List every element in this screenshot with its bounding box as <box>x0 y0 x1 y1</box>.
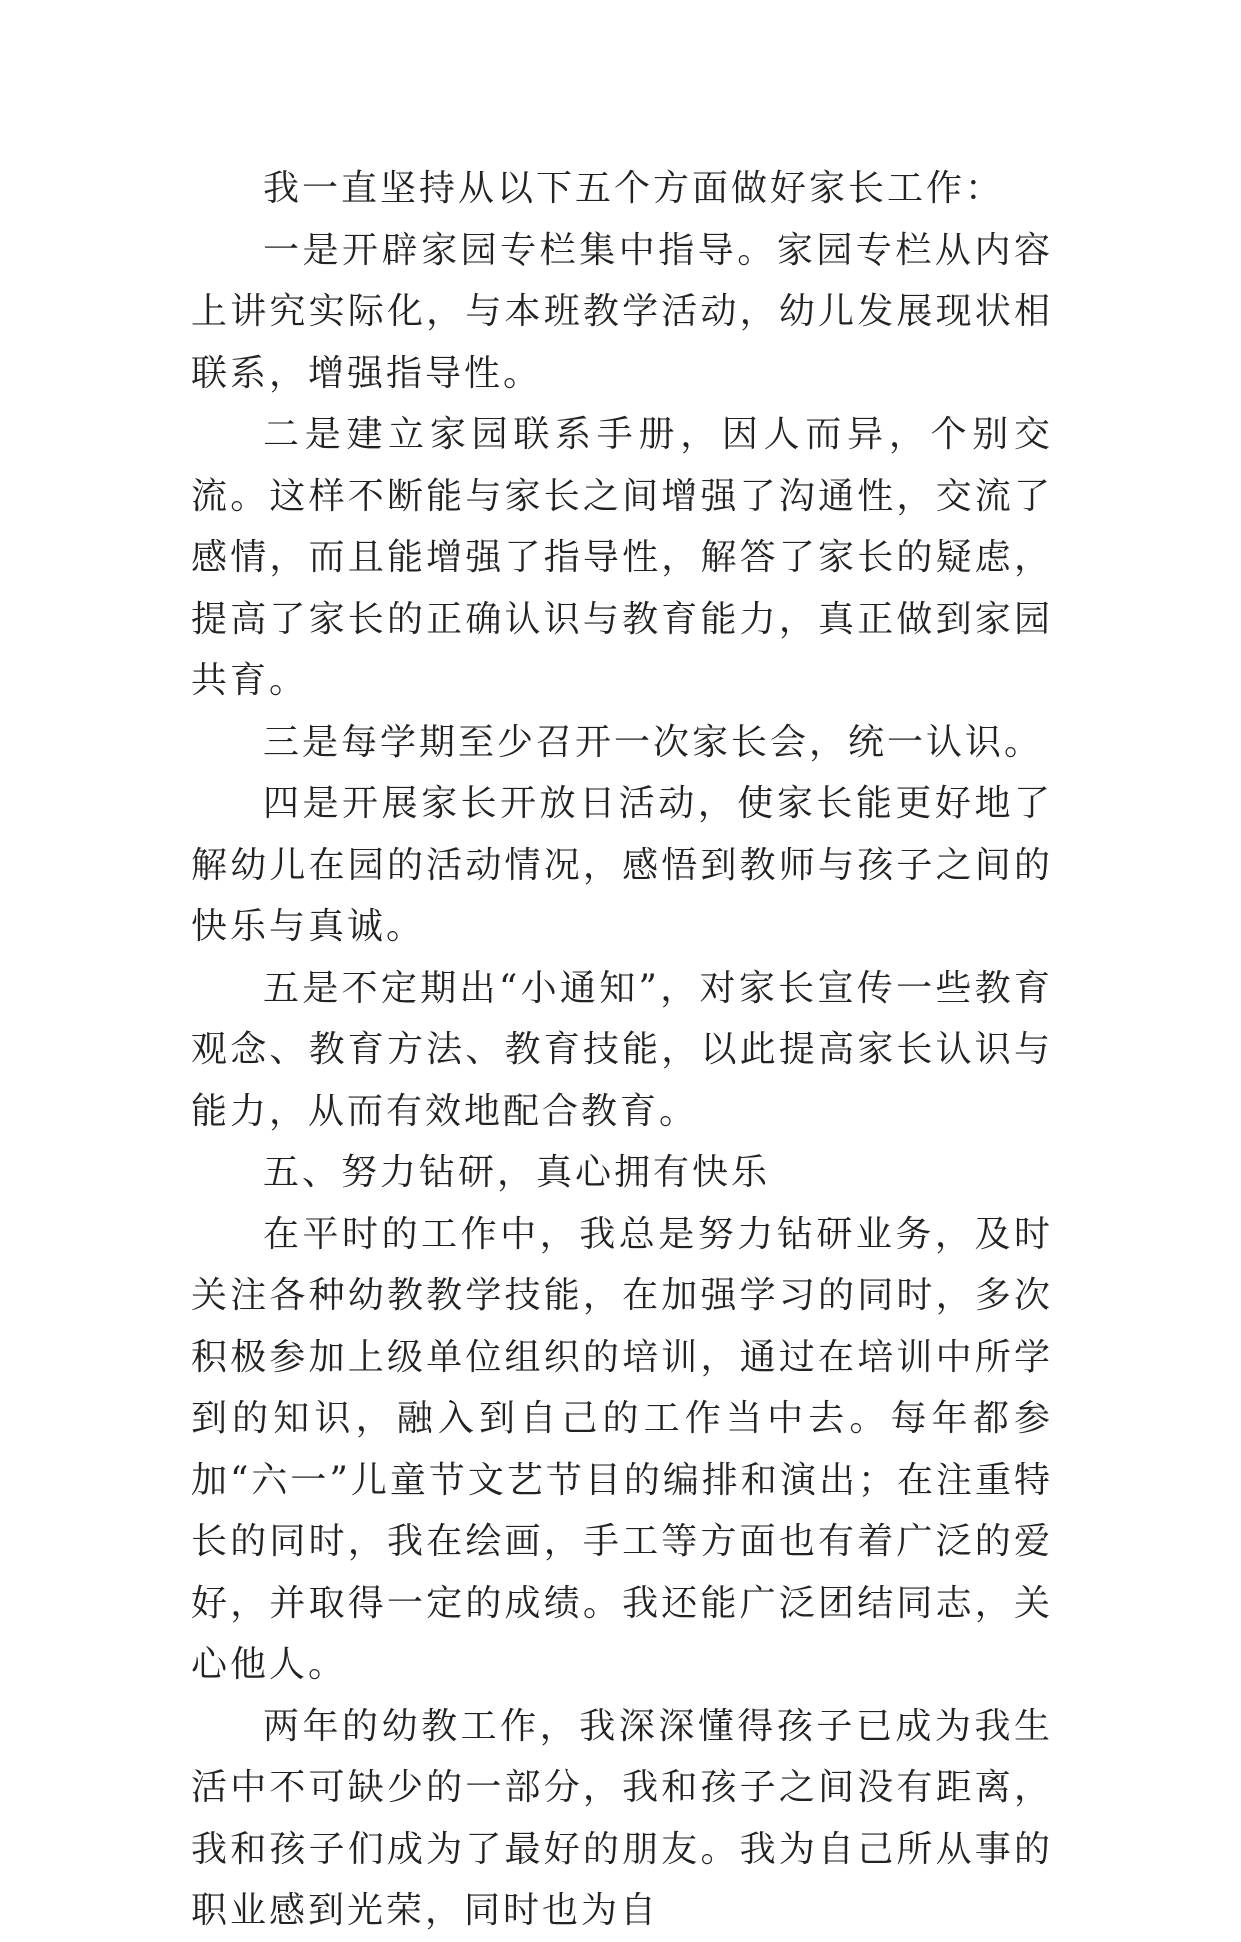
paragraph-item-5: 五是不定期出“小通知”，对家长宣传一些教育观念、教育方法、教育技能，以此提高家长认识与能力，从而有效地配合教育。 <box>191 967 1053 1132</box>
paragraph-intro: 我一直坚持从以下五个方面做好家长工作： <box>263 168 1005 209</box>
body-text <box>191 158 1053 1942</box>
paragraph-conclusion: 两年的幼教工作，我深深懂得孩子已成为我生活中不可缺少的一部分，我和孩子之间没有距离，我和孩子们成为了最好的朋友。我为自己所从事的职业感到光荣，同时也为自 <box>191 1705 1053 1931</box>
paragraph-item-2: 二是建立家园联系手册，因人而异，个别交流。这样不断能与家长之间增强了沟通性，交流了感情，而且能增强了指导性，解答了家长的疑虑，提高了家长的正确认识与教育能力，真正做到家园共育。 <box>191 414 1053 701</box>
paragraph-study: 在平时的工作中，我总是努力钻研业务，及时关注各种幼教教学技能，在加强学习的同时，多次积极参加上级单位组织的培训，通过在培训中所学到的知识，融入到自己的工作当中去。每年都参加“六一”儿童节文艺节目的编排和演出；在注重特长的同时，我在绘画，手工等方面也有着广泛的爱好，并取得一定的成绩。我还能广泛团结同志，关心他人。 <box>191 1213 1053 1685</box>
section-heading: 五、努力钻研，真心拥有快乐 <box>263 1152 771 1193</box>
paragraph-item-4: 四是开展家长开放日活动，使家长能更好地了解幼儿在园的活动情况，感悟到教师与孩子之间的快乐与真诚。 <box>191 783 1053 947</box>
paragraph-item-3: 三是每学期至少召开一次家长会，统一认识。 <box>263 721 1044 763</box>
paragraph-item-1: 一是开辟家园专栏集中指导。家园专栏从内容上讲究实际化，与本班教学活动，幼儿发展现状相联系，增强指导性。 <box>191 229 1053 394</box>
